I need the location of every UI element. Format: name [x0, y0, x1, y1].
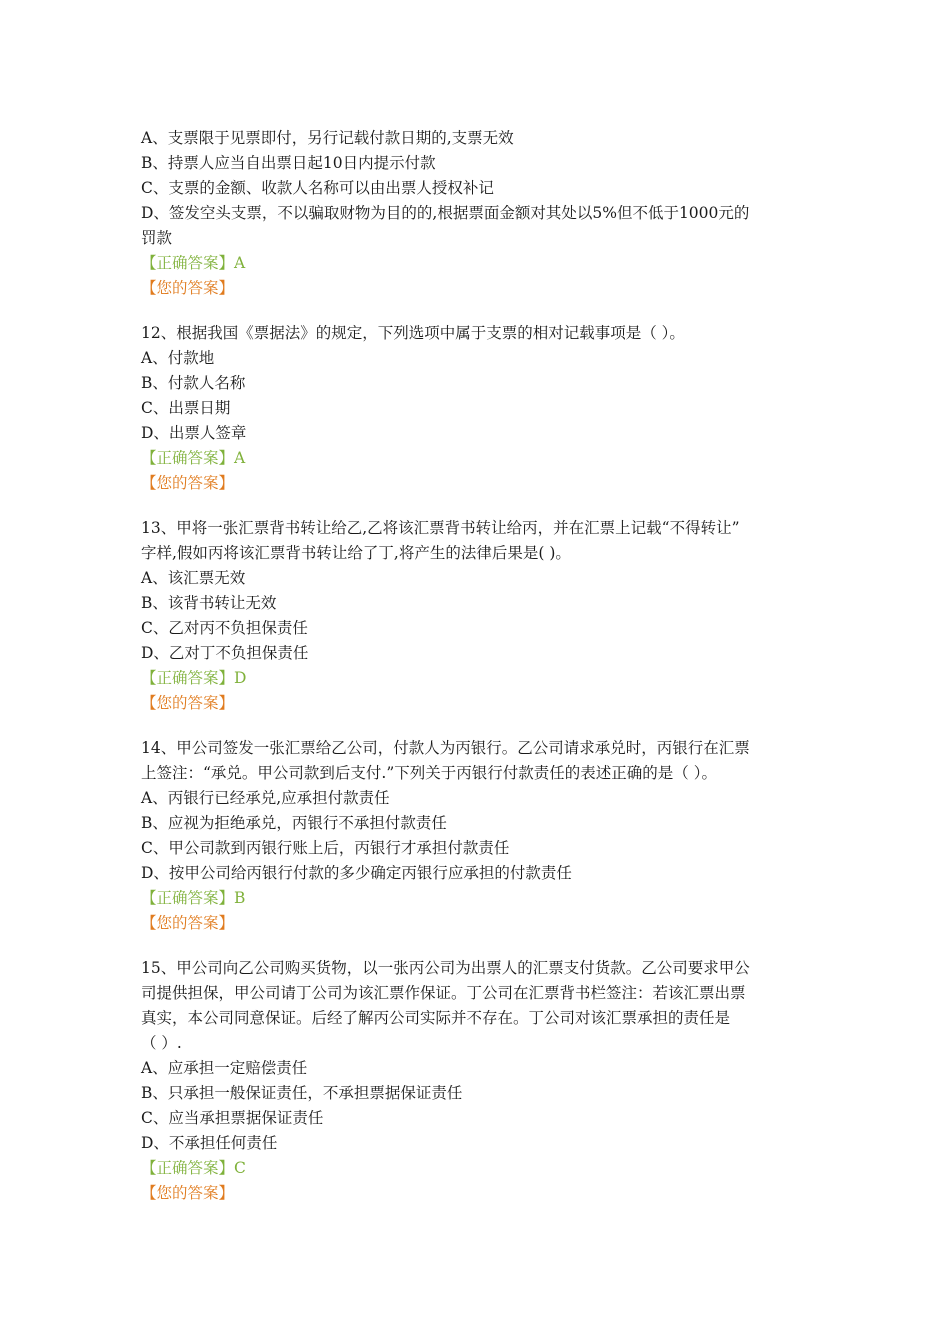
- correct-answer-label: 【正确答案】: [141, 889, 235, 907]
- option-b: B、付款人名称: [141, 374, 246, 392]
- your-answer: 【您的答案】: [141, 474, 235, 492]
- question-11-block: [141, 126, 811, 301]
- document-page: [141, 126, 811, 1226]
- correct-answer: [141, 251, 811, 276]
- your-answer: 【您的答案】: [141, 279, 235, 297]
- option-d: D、不承担任何责任: [141, 1134, 278, 1152]
- question-15-block: [141, 956, 811, 1206]
- option-c: C、甲公司款到丙银行账上后，丙银行才承担付款责任: [141, 839, 510, 857]
- your-answer: 【您的答案】: [141, 1184, 235, 1202]
- question-text-line-2: 字样,假如丙将该汇票背书转让给了丁,将产生的法律后果是( )。: [141, 544, 571, 562]
- correct-answer-value: A: [234, 254, 246, 272]
- option-a: A、应承担一定赔偿责任: [141, 1059, 308, 1077]
- correct-answer-value: A: [234, 449, 246, 467]
- option-b: B、持票人应当自出票日起10日内提示付款: [141, 154, 436, 172]
- option-d-line-2: 罚款: [141, 229, 173, 247]
- correct-answer: [141, 666, 811, 691]
- option-c: C、应当承担票据保证责任: [141, 1109, 324, 1127]
- correct-answer-value: D: [234, 669, 247, 687]
- your-answer: 【您的答案】: [141, 694, 235, 712]
- question-text-line-3: 真实，本公司同意保证。后经了解丙公司实际并不存在。丁公司对该汇票承担的责任是: [141, 1009, 731, 1027]
- question-text-line-2: 司提供担保，甲公司请丁公司为该汇票作保证。丁公司在汇票背书栏签注：若该汇票出票: [141, 984, 746, 1002]
- correct-answer: [141, 1156, 811, 1181]
- question-12-block: [141, 321, 811, 496]
- question-text-line-1: 15、甲公司向乙公司购买货物，以一张丙公司为出票人的汇票支付货款。乙公司要求甲公: [141, 959, 750, 977]
- option-b: B、应视为拒绝承兑，丙银行不承担付款责任: [141, 814, 447, 832]
- correct-answer-label: 【正确答案】: [141, 449, 235, 467]
- option-b: B、只承担一般保证责任，不承担票据保证责任: [141, 1084, 463, 1102]
- question-text: 12、根据我国《票据法》的规定，下列选项中属于支票的相对记载事项是（ ）。: [141, 324, 685, 342]
- correct-answer-value: B: [234, 889, 246, 907]
- your-answer: 【您的答案】: [141, 914, 235, 932]
- question-14-block: [141, 736, 811, 936]
- correct-answer: [141, 886, 811, 911]
- correct-answer-label: 【正确答案】: [141, 669, 235, 687]
- option-a: A、丙银行已经承兑,应承担付款责任: [141, 789, 390, 807]
- question-text-line-4: （ ）.: [141, 1034, 182, 1052]
- correct-answer-label: 【正确答案】: [141, 254, 235, 272]
- option-d: D、乙对丁不负担保责任: [141, 644, 309, 662]
- question-text-line-1: 14、甲公司签发一张汇票给乙公司，付款人为丙银行。乙公司请求承兑时，丙银行在汇票: [141, 739, 750, 757]
- option-b: B、该背书转让无效: [141, 594, 277, 612]
- question-13-block: [141, 516, 811, 716]
- correct-answer: [141, 446, 811, 471]
- option-d: D、按甲公司给丙银行付款的多少确定丙银行应承担的付款责任: [141, 864, 572, 882]
- correct-answer-value: C: [234, 1159, 246, 1177]
- option-a: A、支票限于见票即付，另行记载付款日期的,支票无效: [141, 129, 514, 147]
- question-text-line-1: 13、甲将一张汇票背书转让给乙,乙将该汇票背书转让给丙，并在汇票上记载“不得转让”: [141, 519, 740, 537]
- question-text-line-2: 上签注：“承兑。甲公司款到后支付.”下列关于丙银行付款责任的表述正确的是（ ）。: [141, 764, 717, 782]
- option-a: A、付款地: [141, 349, 215, 367]
- option-d-line-1: D、签发空头支票，不以骗取财物为目的的,根据票面金额对其处以5%但不低于1000元的: [141, 204, 750, 222]
- option-c: C、支票的金额、收款人名称可以由出票人授权补记: [141, 179, 494, 197]
- option-c: C、乙对丙不负担保责任: [141, 619, 308, 637]
- option-c: C、出票日期: [141, 399, 231, 417]
- option-d: D、出票人签章: [141, 424, 247, 442]
- option-a: A、该汇票无效: [141, 569, 246, 587]
- correct-answer-label: 【正确答案】: [141, 1159, 235, 1177]
